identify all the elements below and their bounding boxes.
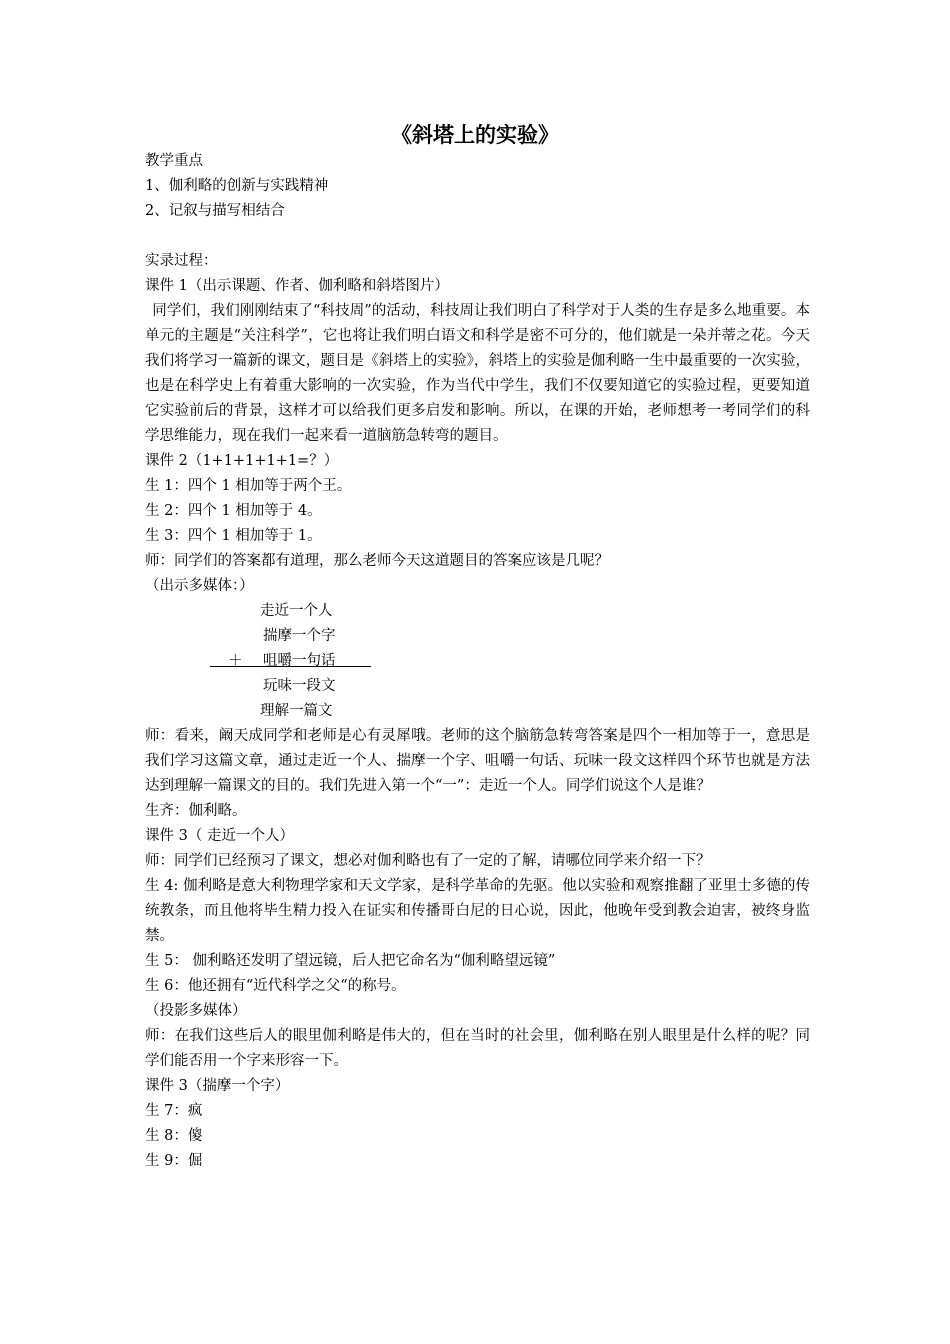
media-sum-list bbox=[145, 599, 810, 724]
media-item-5: 理解一篇文 bbox=[260, 703, 333, 719]
student-7-line: 生 7：疯 bbox=[145, 1103, 203, 1119]
student-4-paragraph: 生 4: 伽利略是意大利物理学家和天文学家，是科学革命的先驱。他以实验和观察推翻了亚里士多德的传统教条，而且他将毕生精力投入在证实和传播哥白尼的日心说，因此，他晚年受到教会迫害，被终身监禁。 bbox=[145, 878, 810, 944]
student-3-line: 生 3：四个 1 相加等于 1。 bbox=[145, 528, 322, 544]
student-chorus-line: 生齐：伽利略。 bbox=[145, 803, 247, 819]
answer-paragraph: 师：看来，阚天成同学和老师是心有灵犀哦。老师的这个脑筋急转弯答案是四个一相加等于一，意思是我们学习这篇文章，通过走近一个人、揣摩一个字、咀嚼一句话、玩味一段文这样四个环节也就是方法达到理解一篇课文的目的。我们先进入第一个“一”：走近一个人。同学们说这个人是谁？ bbox=[145, 728, 810, 794]
student-8-line: 生 8：傻 bbox=[145, 1128, 203, 1144]
teacher-paragraph: 师：在我们这些后人的眼里伽利略是伟大的，但在当时的社会里，伽利略在别人眼里是什么样的呢？同学们能否用一个字来形容一下。 bbox=[145, 1028, 810, 1069]
section-heading-process: 实录过程： bbox=[145, 253, 218, 269]
section-heading-key-points: 教学重点 bbox=[145, 153, 203, 169]
sum-underline bbox=[210, 666, 371, 667]
document-body bbox=[145, 149, 810, 1174]
projection-note: （投影多媒体） bbox=[145, 1003, 247, 1019]
media-item-1: 走近一个人 bbox=[260, 603, 333, 619]
key-point-2: 2、记叙与描写相结合 bbox=[145, 203, 285, 219]
media-item-4: 玩味一段文 bbox=[263, 678, 336, 694]
courseware-3-line: 课件 3（ 走近一个人） bbox=[145, 828, 294, 844]
plus-sign: ＋ bbox=[228, 653, 243, 669]
courseware-1-line: 课件 1（出示课题、作者、伽利略和斜塔图片） bbox=[145, 278, 449, 294]
student-9-line: 生 9：倔 bbox=[145, 1153, 203, 1169]
blank-line bbox=[145, 224, 810, 249]
teacher-question-line: 师：同学们的答案都有道理，那么老师今天这道题目的答案应该是几呢？ bbox=[145, 553, 609, 569]
multimedia-note: （出示多媒体：） bbox=[145, 578, 254, 594]
student-1-line: 生 1：四个 1 相加等于两个王。 bbox=[145, 478, 352, 494]
courseware-3b-line: 课件 3（揣摩一个字） bbox=[145, 1078, 290, 1094]
document-title: 《斜塔上的实验》 bbox=[391, 123, 559, 147]
courseware-2-line: 课件 2（1+1+1+1+1=？） bbox=[145, 453, 339, 469]
intro-paragraph: 同学们，我们刚刚结束了“科技周”的活动，科技周让我们明白了科学对于人类的生存是多么地重要。本单元的主题是“关注科学”，它也将让我们明白语文和科学是密不可分的，他们就是一朵并蒂之花。今天我们将学习一篇新的课文，题目是《斜塔上的实验》，斜塔上的实验是伽利略一生中最重要的一次实验，也是在科学史上有着重大影响的一次实验，作为当代中学生，我们不仅要知道它的实验过程，更要知道它实验前后的背景，这样才可以给我们更多启发和影响。所以，在课的开始，老师想考一考同学们的科学思维能力，现在我们一起来看一道脑筋急转弯的题目。 bbox=[145, 303, 810, 444]
media-item-2: 揣摩一个字 bbox=[263, 628, 336, 644]
key-point-1: 1、伽利略的创新与实践精神 bbox=[145, 178, 329, 194]
student-6-line: 生 6：他还拥有“近代科学之父“的称号。 bbox=[145, 978, 406, 994]
student-2-line: 生 2：四个 1 相加等于 4。 bbox=[145, 503, 322, 519]
media-item-3: 咀嚼一句话 bbox=[263, 653, 336, 669]
teacher-intro-line: 师：同学们已经预习了课文，想必对伽利略也有了一定的了解，请哪位同学来介绍一下？ bbox=[145, 853, 711, 869]
student-5-line: 生 5： 伽利略还发明了望远镜，后人把它命名为“伽利略望远镜” bbox=[145, 953, 556, 969]
